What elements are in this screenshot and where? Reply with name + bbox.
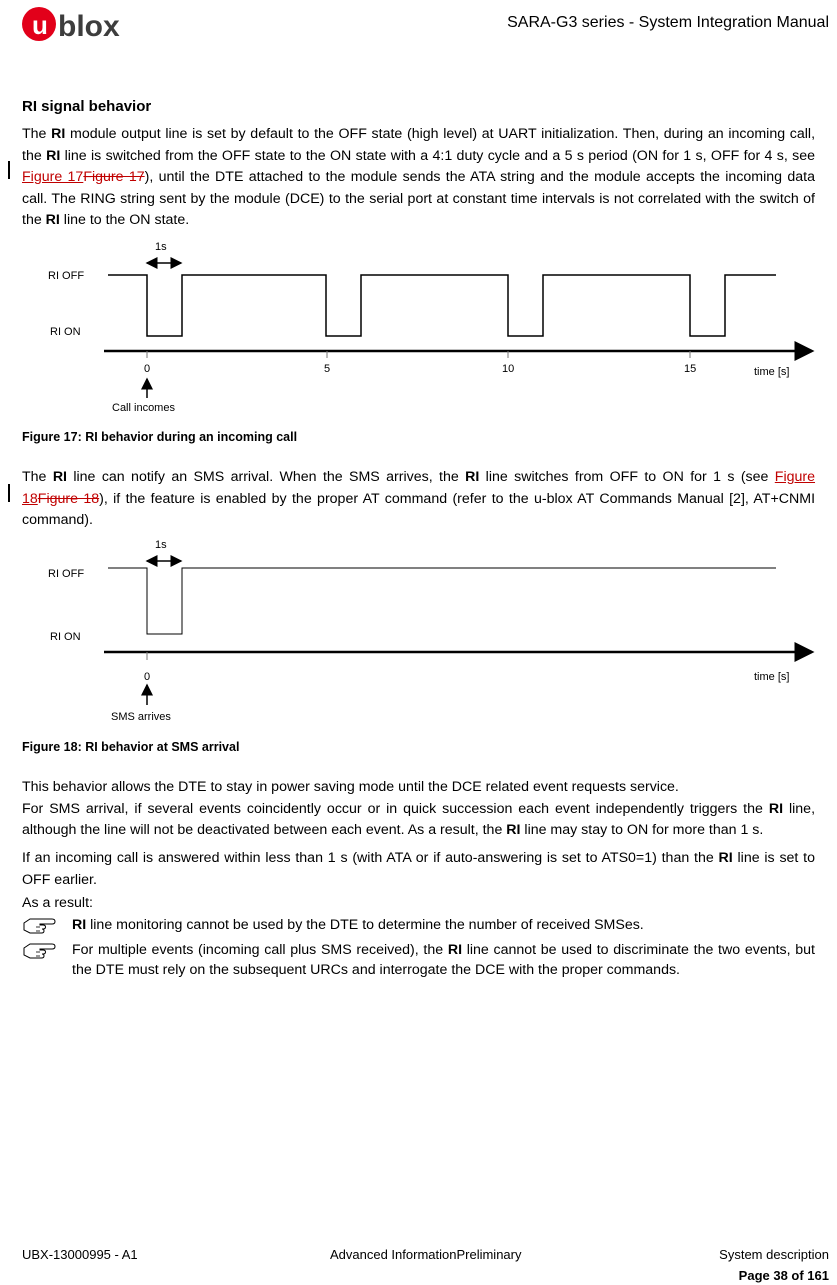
section-title: RI signal behavior: [22, 98, 152, 115]
tick-label: 15: [684, 363, 697, 375]
header-title: SARA-G3 series - System Integration Manual: [507, 14, 829, 31]
figure-18-link[interactable]: Figure 18: [22, 469, 816, 507]
footer-page-number: Page 38 of 161: [738, 1268, 829, 1283]
event-label: SMS arrives: [111, 711, 171, 723]
svg-text:u: u: [32, 10, 48, 40]
tick-label: 10: [502, 363, 515, 375]
ri-off-label: RI OFF: [48, 568, 85, 580]
figure-17-caption: Figure 17: RI behavior during an incoming call: [22, 430, 298, 444]
figure-17-diagram: [0, 230, 837, 420]
ri-off-label: RI OFF: [48, 270, 85, 282]
paragraph-as-a-result: As a result:: [22, 895, 93, 911]
footer-status: Advanced InformationPreliminary: [330, 1247, 522, 1262]
svg-text:blox: blox: [58, 10, 120, 43]
tick-label: 0: [144, 671, 151, 683]
time-axis-label: time [s]: [754, 366, 790, 378]
figure-18-caption: Figure 18: RI behavior at SMS arrival: [22, 740, 240, 754]
ri-on-label: RI ON: [50, 631, 81, 643]
time-axis-label: time [s]: [754, 671, 790, 683]
note-item: RI line monitoring cannot be used by the DTE to determine the number of received SMSes.: [22, 915, 815, 937]
figure-17-link[interactable]: Figure 17: [22, 169, 84, 185]
ri-signal-waveform: [108, 275, 776, 336]
ri-on-label: RI ON: [50, 326, 81, 338]
tick-label: 5: [324, 363, 331, 375]
paragraph-sms-arrival: The RI line can notify an SMS arrival. When the SMS arrives, the RI line switches from OFF to ON for 1 s (see Figure 18Figure 18), if the feature is enabled by the proper AT command (refer to the u-blox AT Commands Manual [2], AT+CNMI command).: [22, 469, 816, 528]
ublox-logo: [22, 4, 150, 44]
pointing-hand-icon: [22, 915, 58, 935]
paragraph-ri-signal: The RI module output line is set by default to the OFF state (high level) at UART initialization. Then, during an incoming call, the RI line is switched from the OFF state to the ON state with a 4:1 duty cycle and a 5 s period (ON for 1 s, OFF for 4 s, see Figure 17Figure 17), until the DTE attached to the module sends the ATA string and the module accepts the incoming data call. The RING string sent by the module (DCE) to the serial port at constant time intervals is not correlated with the switch of the RI line to the ON state.: [22, 126, 816, 228]
figure-18-diagram: [0, 530, 837, 730]
paragraph-power-saving: This behavior allows the DTE to stay in power saving mode until the DCE related event requests service. For SMS arrival, if several events coincidently occur or in quick succession each event independently triggers the RI line, although the line will not be deactivated between each event. As a result, the RI line may stay to ON for more than 1 s.: [22, 779, 816, 838]
change-bar: [8, 484, 10, 502]
ri-signal-waveform: [108, 568, 776, 634]
one-second-label: 1s: [155, 539, 167, 551]
one-second-label: 1s: [155, 241, 167, 253]
tick-label: 0: [144, 363, 151, 375]
pointing-hand-icon: [22, 940, 58, 960]
paragraph-incoming-call: If an incoming call is answered within less than 1 s (with ATA or if auto-answering is set to ATS0=1) than the RI line is set to OFF earlier.: [22, 850, 816, 888]
footer-section: System description: [719, 1247, 829, 1262]
footer-doc-id: UBX-13000995 - A1: [22, 1247, 138, 1262]
event-label: Call incomes: [112, 402, 175, 414]
change-bar: [8, 161, 10, 179]
note-item: For multiple events (incoming call plus SMS received), the RI line cannot be used to discriminate the two events, but the DTE must rely on the subsequent URCs and interrogate the DCE with the proper commands.: [22, 940, 815, 1002]
